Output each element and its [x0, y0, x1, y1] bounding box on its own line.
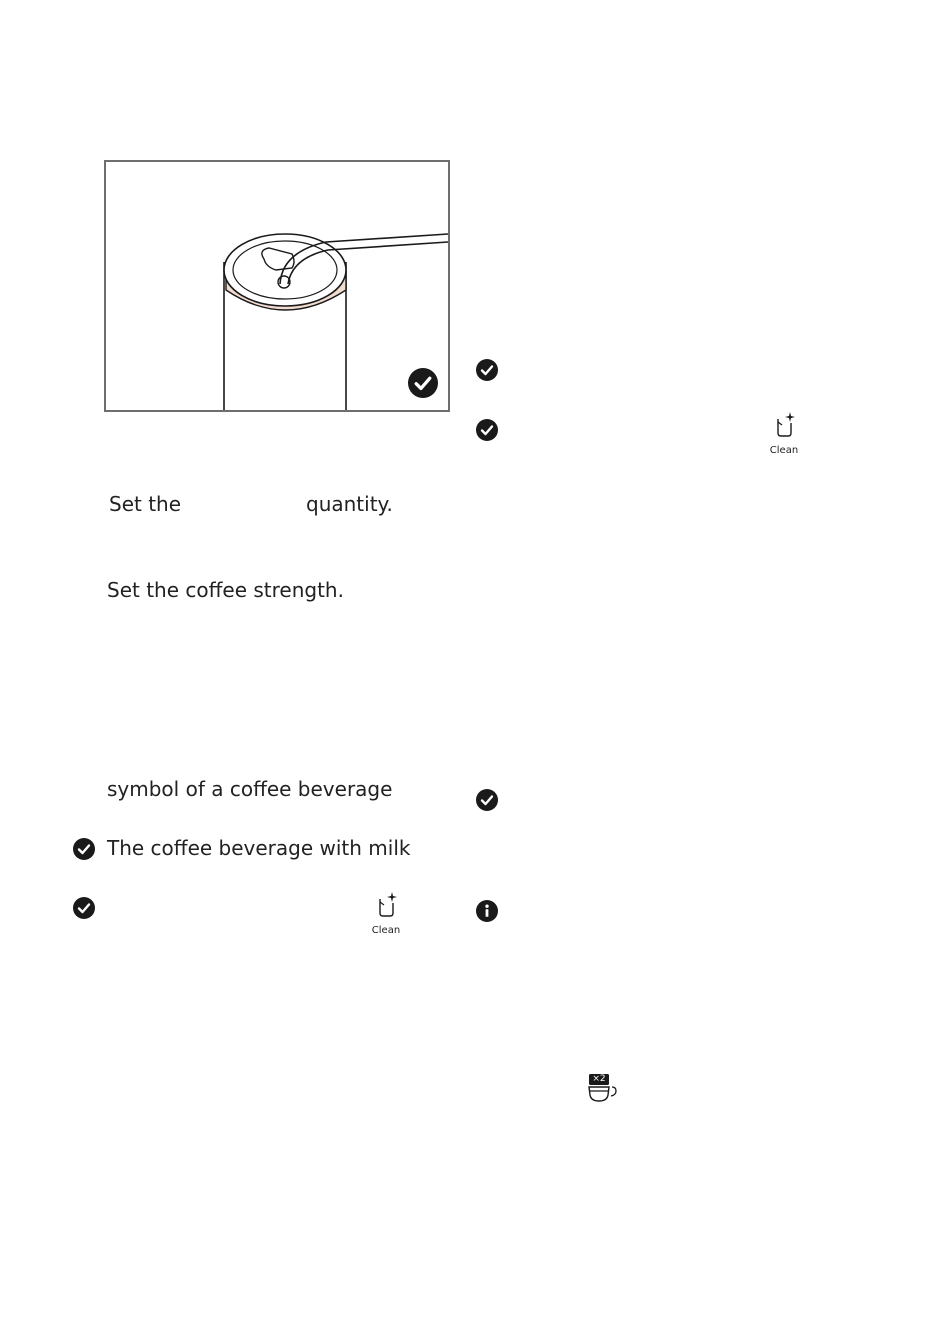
clean-icon: [366, 891, 406, 936]
double-cup-icon: [586, 1073, 622, 1105]
check-icon: [476, 419, 498, 441]
set-strength-text: Set the coffee strength.: [107, 578, 344, 602]
check-icon: [476, 359, 498, 381]
double-cup-label: ×2: [592, 1074, 606, 1084]
clean-jug-icon: [764, 411, 804, 441]
clean-jug-icon: [366, 891, 406, 921]
info-icon: [476, 900, 498, 922]
clean-icon-label: Clean: [769, 445, 799, 456]
symbol-line-text: symbol of a coffee beverage: [107, 777, 393, 801]
set-quantity-text-suffix: quantity.: [306, 492, 393, 516]
check-icon: [408, 368, 438, 398]
milk-line-text: The coffee beverage with milk: [107, 836, 411, 860]
clean-icon-label: Clean: [371, 925, 401, 936]
clean-icon: [764, 411, 804, 456]
milk-container-drawing: [106, 162, 448, 410]
check-icon: [73, 897, 95, 919]
check-icon: [73, 838, 95, 860]
milk-container-illustration: [104, 160, 450, 412]
set-quantity-text-prefix: Set the: [109, 492, 182, 516]
check-icon: [476, 789, 498, 811]
